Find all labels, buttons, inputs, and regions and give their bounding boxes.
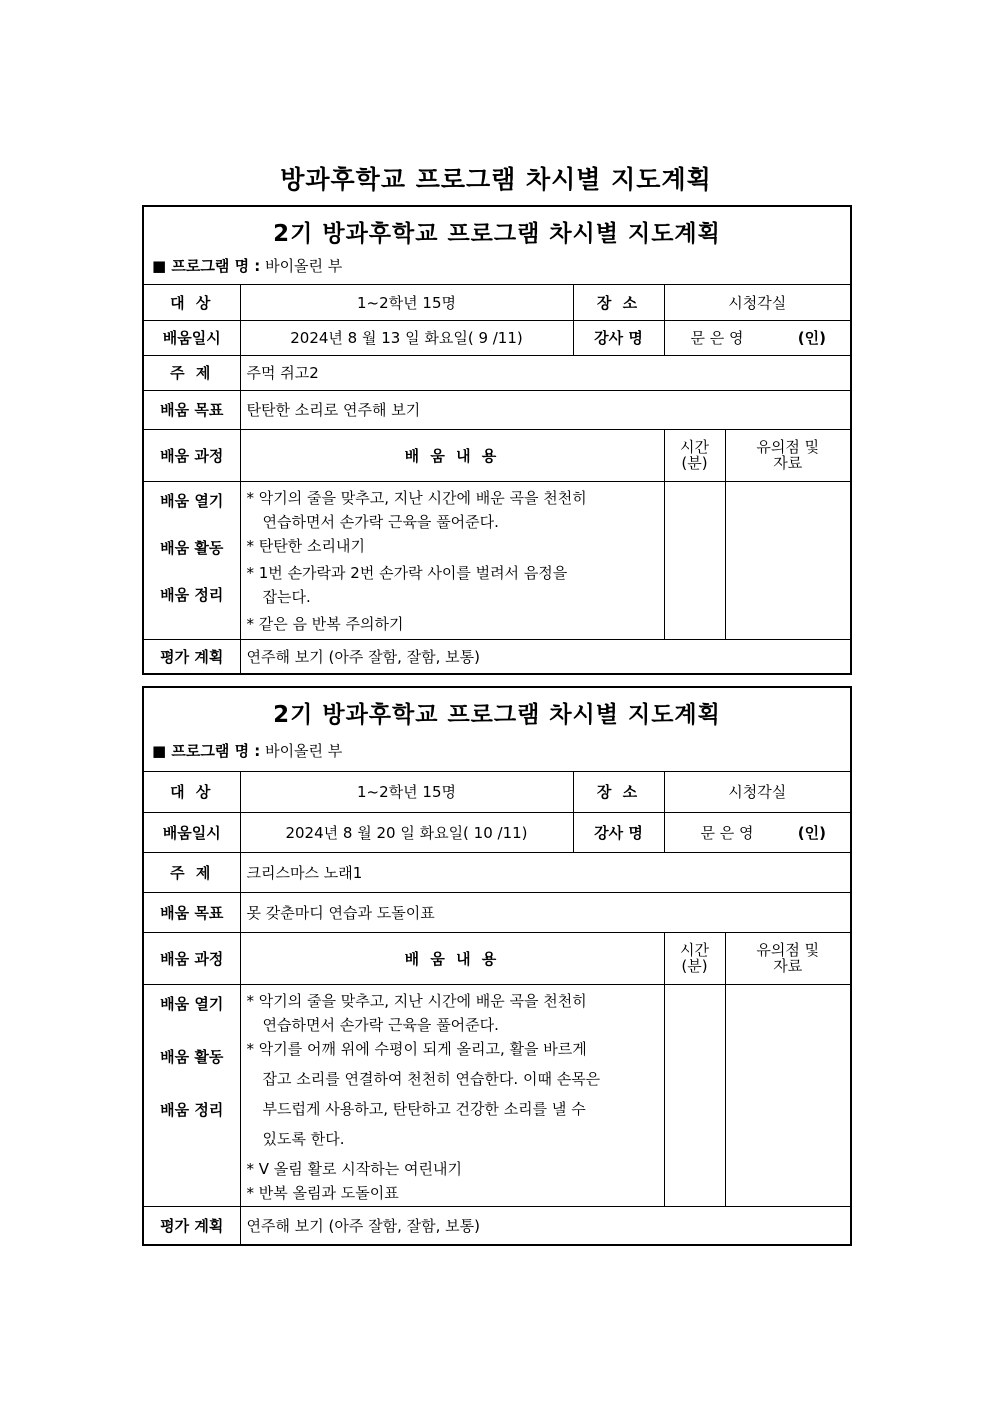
instructor-cell: [664, 320, 850, 355]
goal-label: 배움 목표: [144, 892, 240, 932]
page-title: 방과후학교 프로그램 차시별 지도계획: [280, 165, 712, 194]
content-line: * 악기의 줄을 맞추고, 지난 시간에 배운 곡을 천천히: [246, 488, 587, 507]
content-line: 연습하면서 손가락 근육을 풀어준다.: [262, 512, 499, 531]
date-value: 2024년 8 월 13 일 화요일( 9 /11): [240, 320, 573, 355]
target-label: 대 상: [144, 772, 240, 812]
content-line: 잡는다.: [262, 587, 311, 606]
notes-label-line2: 자료: [773, 957, 803, 975]
content-label: 배 움 내 용: [240, 429, 664, 481]
content-cell: [240, 984, 664, 1206]
goal-value: 탄탄한 소리로 연주해 보기: [240, 390, 850, 429]
step-closing: 배움 정리: [160, 1100, 224, 1119]
time-label-text: 시간: [680, 941, 709, 959]
seal-mark: (인): [797, 329, 826, 347]
lesson-plan-1: [142, 205, 852, 675]
time-label-text: 시간: [680, 438, 709, 456]
topic-label: 주 제: [144, 852, 240, 892]
topic-value: 주먹 쥐고2: [240, 355, 850, 390]
date-label: 배움일시: [144, 320, 240, 355]
process-label: 배움 과정: [144, 932, 240, 984]
time-cell: [664, 984, 725, 1206]
program-line: [152, 255, 342, 276]
goal-value: 못 갖춘마디 연습과 도돌이표: [240, 892, 850, 932]
content-line: * 1번 손가락과 2번 손가락 사이를 벌려서 음정을: [246, 563, 568, 582]
content-line: * 탄탄한 소리내기: [246, 536, 365, 555]
target-value: 1~2학년 15명: [240, 285, 573, 320]
eval-value: 연주해 보기 (아주 잘함, 잘함, 보통): [240, 639, 850, 673]
content-line: * 반복 올림과 도돌이표: [246, 1183, 399, 1202]
eval-label: 평가 계획: [144, 1206, 240, 1244]
step-opening: 배움 열기: [160, 491, 224, 510]
time-label-unit: (분): [681, 957, 708, 975]
plan-table: [144, 772, 850, 1244]
instructor-cell: [664, 812, 850, 852]
content-line: 부드럽게 사용하고, 탄탄하고 건강한 소리를 낼 수: [262, 1099, 586, 1118]
notes-label: [725, 429, 850, 481]
step-opening: 배움 열기: [160, 994, 224, 1013]
program-name: 바이올린 부: [265, 742, 343, 760]
place-value: 시청각실: [664, 285, 850, 320]
time-label: [664, 932, 725, 984]
place-label: 장 소: [573, 285, 664, 320]
program-line: [152, 740, 342, 761]
date-label: 배움일시: [144, 812, 240, 852]
content-line: 있도록 한다.: [262, 1129, 345, 1148]
notes-label-line1: 유의점 및: [756, 941, 820, 959]
content-line: * 악기를 어깨 위에 수평이 되게 올리고, 활을 바르게: [246, 1039, 587, 1058]
content-line: 잡고 소리를 연결하여 천천히 연습한다. 이때 손목은: [262, 1069, 601, 1088]
place-value: 시청각실: [664, 772, 850, 812]
instructor-name: 문 은 영: [690, 329, 744, 347]
target-label: 대 상: [144, 285, 240, 320]
program-label: ■ 프로그램 명 :: [152, 742, 261, 760]
program-label: ■ 프로그램 명 :: [152, 257, 261, 275]
topic-label: 주 제: [144, 355, 240, 390]
eval-value: 연주해 보기 (아주 잘함, 잘함, 보통): [240, 1206, 850, 1244]
steps-cell: [144, 984, 240, 1206]
notes-label-line1: 유의점 및: [756, 438, 820, 456]
program-name: 바이올린 부: [265, 257, 343, 275]
plan-table: [144, 285, 850, 673]
time-cell: [664, 481, 725, 639]
time-label: [664, 429, 725, 481]
goal-label: 배움 목표: [144, 390, 240, 429]
topic-value: 크리스마스 노래1: [240, 852, 850, 892]
content-line: * V 올림 활로 시작하는 여린내기: [246, 1159, 462, 1178]
instructor-name: 문 은 영: [700, 823, 754, 842]
date-value: 2024년 8 월 20 일 화요일( 10 /11): [240, 812, 573, 852]
steps-cell: [144, 481, 240, 639]
notes-label: [725, 932, 850, 984]
content-line: 연습하면서 손가락 근육을 풀어준다.: [262, 1015, 499, 1034]
process-label: 배움 과정: [144, 429, 240, 481]
content-cell: [240, 481, 664, 639]
instructor-label: 강사 명: [573, 812, 664, 852]
plan-header: [144, 207, 850, 285]
plan-title: 2기 방과후학교 프로그램 차시별 지도계획: [273, 221, 721, 247]
instructor-label: 강사 명: [573, 320, 664, 355]
plan-header: [144, 688, 850, 772]
seal-mark: (인): [797, 823, 826, 842]
content-line: * 악기의 줄을 맞추고, 지난 시간에 배운 곡을 천천히: [246, 991, 587, 1010]
notes-label-line2: 자료: [773, 454, 803, 472]
content-label: 배 움 내 용: [240, 932, 664, 984]
lesson-plan-2: [142, 686, 852, 1246]
content-line: * 같은 음 반복 주의하기: [246, 614, 404, 633]
target-value: 1~2학년 15명: [240, 772, 573, 812]
notes-cell: [725, 984, 850, 1206]
step-activity: 배움 활동: [160, 538, 224, 557]
notes-cell: [725, 481, 850, 639]
step-activity: 배움 활동: [160, 1047, 224, 1066]
eval-label: 평가 계획: [144, 639, 240, 673]
place-label: 장 소: [573, 772, 664, 812]
step-closing: 배움 정리: [160, 585, 224, 604]
time-label-unit: (분): [681, 454, 708, 472]
plan-title: 2기 방과후학교 프로그램 차시별 지도계획: [273, 702, 721, 728]
